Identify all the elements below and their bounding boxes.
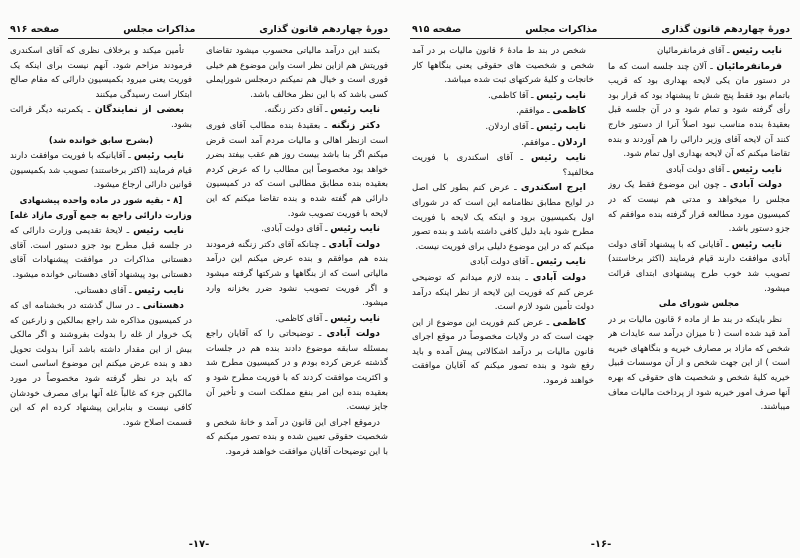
paragraph: فرمانفرمائیان ـ آلان چند جلسه است که ما در دستور مان یکی لایحه بهداری بود که قریب باتمام بود فقط پنج شش تا پیشنهاد بود که قرار بود رأی گرفته شود و تمام شود و در آن جلسه قبل بعقیدهٔ بنده مناسب نبود اصلاً آنرا از دستور خارج کنند آن لایحه آقای وزیر دارائی را هم آوردند و بنده تقاضا میکنم که آن لایحه بهداری اول تمام شود.	[608, 60, 790, 160]
paragraph-text: در سال گذشته در بخشنامه ای که در کمیسیون مذاکره شد راجع بمالکین و زارعین که یک خروار از غله را بدولت بفروشند و اگر مالکی بیش از این مقدار داشته باشد آنرا بدولت تحویل دهد و بنده عرض میکنم این موضوع اساسی است که باید در نظر گرفته شود مخصوصاً در مورد مالکین جزء که غالباً غله آنها برای مصرف خودشان کافی نیست و بنابراین پیشنهاد کرده ام که این قسمت اصلاح شود.	[10, 301, 192, 428]
paragraph-text: عرض کنم بطور کلی اصل در لوایح مطابق نظامنامه این است که در شورای اول بکمیسیون برود و اینکه یک لایحه با فوریت مطرح شود باید دلیل کافی داشته باشد و بنده تصور میکنم که در این موضوع دلیلی برای فوریت نیست.	[412, 183, 594, 252]
paragraph: نایب رئیس ـ آقای فرمانفرمائیان	[657, 45, 782, 56]
header-page-number: صفحه ۹۱۶	[10, 23, 60, 35]
paragraph-text: بعقیدهٔ بنده مطالب آقای فوری است ازنظر اهالی و مالیات مردم آمد است قرض میکنم اگر بنا باشد بیست روز هم عقب بیفتد بضرر خواهد بود مخصوصاً این مطالب را که عرض کردم بعقیده بنده مطابق مطالبی است که در کمیسیون دارائی هم گفته شده و بنده تقاضا میکنم که این لایحه با فوریت تصویب شود.	[206, 120, 388, 219]
paragraph-text: توضیحاتی را که آقایان راجع بمسئله سابقه موضوع دادند بنده هم در جلسات گذشته عرض کرده بودم و در کمیسیون مطرح شد و اکثریت موافقت کردند که با فوریت مطرح شود و بعقیده بنده این امر بنفع مملکت است و تأخیر آن جایز نیست.	[206, 329, 388, 413]
paragraph	[412, 44, 594, 88]
paragraph-text: لایحهٔ تقدیمی وزارت دارائی که در جلسه قبل مطرح بود جزو دستور است. آقای دهستانی مذاکرات در موافقت پیشنهادات آقای دهستانی بود پیشنهاد آقای دهستانی خوانده میشود.	[10, 226, 192, 280]
paragraph-text: آقایانیکه با فوریت موافقت دارند قیام فرمایند (اکثر برخاستند) تصویب شد بکمیسیون قوانین دارائی ارجاع میشود.	[10, 151, 192, 191]
speaker-name: نایب رئیس	[731, 238, 783, 250]
speaker-name: دولت آبادی	[326, 328, 380, 340]
running-header	[412, 22, 790, 36]
paragraph: نایب رئیس ـ آقای دهستانی.	[74, 284, 184, 296]
speaker-name: کاظمی	[552, 316, 587, 328]
paragraph: نایب رئیس ـ آقای اسکندری با فوریت مخالفید؟	[412, 152, 594, 178]
speaker-name: کاظمی	[552, 105, 586, 117]
paragraph: دولت آبادی ـ توضیحاتی را که آقایان راجع بمسئله سابقه موضوع دادند بنده هم در جلسات گذشته عرض کرده بودم و در کمیسیون مطرح شد و اکثریت موافقت کردند که با فوریت مطرح شود و بعقیده بنده این امر بنفع مملکت است و تأخیر آن جایز نیست.	[206, 328, 388, 413]
speaker-name: اردلان	[557, 136, 586, 148]
speaker-name: نایب رئیس	[531, 152, 587, 164]
page-right	[406, 0, 796, 558]
paragraph: دولت آبادی ـ بنده لازم میدانم که توضیحی عرض کنم که فوریت این لایحه از نظر اینکه درآمد دولت تأمین شود لازم است.	[412, 271, 594, 313]
paragraph-text: آقای دولت آبادی	[469, 257, 529, 268]
speaker-name: دولت آبادی	[729, 179, 782, 191]
paragraph-text: بنده لازم میدانم که توضیحی عرض کنم که فوریت این لایحه از نظر اینکه درآمد دولت تأمین شود لازم است.	[412, 272, 594, 313]
speaker-name: نایب رئیس	[133, 225, 185, 237]
column-left	[412, 44, 594, 526]
speaker-name: نایب رئیس	[330, 312, 380, 324]
paragraph-text: آقای اسکندری با فوریت مخالفید؟	[412, 153, 594, 178]
speaker-name: دولت آبادی	[532, 271, 586, 283]
paragraph: کاظمی ـ موافقم.	[516, 105, 586, 117]
column-right	[206, 44, 388, 526]
paragraph: اردلان ـ موافقم.	[521, 136, 586, 148]
running-header	[10, 22, 388, 36]
header-rule	[8, 38, 390, 39]
speaker-name: بعضی از نمایندگان	[94, 104, 184, 116]
paragraph: نایب رئیس ـ آقای دولت آبادی	[665, 163, 782, 175]
paragraph-text: درموقع اجرای این قانون در آمد و خانهٔ شخص و شخصیت حقوقی تعیین شده و بنده تصور میکنم که با این توضیحات آقایان موافقت خواهند فرمود.	[206, 417, 388, 458]
paragraph	[206, 416, 388, 460]
paragraph-text: یکمرتبه دیگر قرائت بشود.	[10, 105, 192, 130]
paragraph-text: نظر باینکه در بند ط از ماده ۶ قانون مالیات بر در آمد قید شده است ( تا میزان درآمد سه عایدات هر شخص که مازاد بر مصارف خیریه و بنگاههای خیریه است ) از این جهت شخص و از آن موسسات قبیل خیریه کلیهٔ شخص و شخصیت های حقوقی که بهره آنها صرف امور خیریه شود از پرداخت مالیات معاف میباشند.	[608, 314, 790, 413]
paragraph: دهستانی ـ در سال گذشته در بخشنامه ای که در کمیسیون مذاکره شد راجع بمالکین و زارعین که یک خروار از غله را بدولت بفروشند و اگر مالکی بیش از این مقدار داشته باشد آنرا بدولت تحویل دهد و بنده عرض میکنم این موضوع اساسی است که باید در نظر گرفته شود مخصوصاً در مورد مالکین جزء که غالباً غله آنها برای مصرف خودشان کافی نیست و بنابراین پیشنهاد کرده ام که این قسمت اصلاح شود.	[10, 300, 192, 428]
paragraph-text: آقایانی که با پیشنهاد آقای دولت آبادی موافقت دارند قیام فرمایند (اکثر برخاستند) تصویب شد خوب طرح پیشنهادی ابتدای قرائت میشود.	[608, 239, 790, 294]
paragraph-text: موافقم.	[516, 106, 545, 117]
speaker-name: نایب رئیس	[330, 104, 380, 116]
paragraph: نایب رئیس ـ آقا کاظمی.	[488, 89, 586, 101]
paragraph: دکتر زنگنه ـ بعقیدهٔ بنده مطالب آقای فوری است ازنظر اهالی و مالیات مردم آمد است قرض میکنم اگر بنا باشد بیست روز هم عقب بیفتد بضرر خواهد بود مخصوصاً این مطالب را که عرض کردم بعقیده بنده مطابق مطالبی است که در کمیسیون دارائی هم گفته شده و بنده تقاضا میکنم که این لایحه با فوریت تصویب شود.	[206, 119, 388, 219]
paragraph-text: چنانکه آقای دکتر زنگنه فرمودند بنده هم موافقم و بنده عرض میکنم این درآمد مالیاتی است که از بنگاهها و شرکتها گرفته میشود و اگر فوریت تصویب نشود ضرر بخزانه وارد میشود.	[206, 239, 388, 309]
paragraph	[10, 44, 192, 102]
paragraph-text: آقای کاظمی.	[275, 313, 323, 324]
paragraph	[206, 44, 388, 102]
page-left	[4, 0, 394, 558]
column-right	[608, 44, 790, 526]
page-folio: -۱۷-	[188, 539, 210, 550]
speaker-name: دولت آبادی	[328, 238, 381, 250]
paragraph: دولت آبادی ـ چون این موضوع فقط یک روز مجلس را میخواهد و مدتی هم نیست که در کمیسیون مورد مطالعه قرار گرفته بنده موافقم که جزو دستور باشد.	[608, 179, 790, 235]
header-rule	[410, 38, 792, 39]
paragraph-text: آقای اردلان.	[485, 121, 529, 132]
paragraph-text: آقای فرمانفرمائیان	[657, 46, 725, 56]
section-heading: [۸ - بقیه شور در ماده واحده پیشنهادی وزارت دارائی راجع به جمع آوری مازاد غله]	[10, 195, 192, 221]
section-heading: (بشرح سابق خوانده شد)	[48, 135, 154, 146]
paragraph: نایب رئیس ـ لایحهٔ تقدیمی وزارت دارائی که در جلسه قبل مطرح بود جزو دستور است. آقای دهستانی مذاکرات در موافقت پیشنهادات آقای دهستانی بود پیشنهاد آقای دهستانی خوانده میشود.	[10, 225, 192, 280]
paragraph: دولت آبادی ـ چنانکه آقای دکتر زنگنه فرمودند بنده هم موافقم و بنده عرض میکنم این درآمد مالیاتی است که از بنگاهها و شرکتها گرفته میشود و اگر فوریت تصویب نشود ضرر بخزانه وارد میشود.	[206, 238, 388, 309]
speaker-name: نایب رئیس	[732, 45, 782, 56]
speaker-name: ایرج اسکندری	[520, 182, 586, 194]
header-session: دورهٔ چهاردهم قانون گذاری	[259, 23, 388, 35]
section-heading: مجلس شورای ملی	[658, 299, 740, 310]
paragraph: نایب رئیس ـ آقایانی که با پیشنهاد آقای دولت آبادی موافقت دارند قیام فرمایند (اکثر برخاستند) تصویب شد خوب طرح پیشنهادی ابتدای قرائت میشود.	[608, 238, 790, 294]
paragraph-text: چون این موضوع فقط یک روز مجلس را میخواهد و مدتی هم نیست که در کمیسیون مورد مطالعه قرار گرفته بنده موافقم که جزو دستور باشد.	[608, 180, 790, 235]
paragraph-text: آقای دولت آبادی	[665, 164, 725, 175]
speaker-name: نایب رئیس	[536, 256, 586, 268]
paragraph: کاظمی ـ عرض کنم فوریت این موضوع از این جهت است که در ولایات مخصوصاً در موقع اجرای قانون مالیات بر درآمد اشکالاتی پیش آمده و باید رفع شود و بنده تصور میکنم که آقایان موافقت خواهند فرمود.	[412, 316, 594, 387]
speaker-name: نایب رئیس	[134, 284, 184, 296]
speaker-name: دهستانی	[142, 300, 184, 312]
paragraph-text: شخص در بند ط مادهٔ ۶ قانون مالیات بر در آمد شخص و شخصیت های حقوقی یعنی بنگاهها کار خانجات و کلیهٔ شرکتهای ثبت شده میباشد.	[412, 46, 594, 86]
speaker-name: دکتر زنگنه	[331, 119, 381, 131]
paragraph-text: موافقم.	[521, 137, 550, 148]
paragraph-text: آلان چند جلسه است که ما در دستور مان یکی لایحه بهداری بود که قریب باتمام بود فقط پنج شش تا پیشنهاد بود که قرار بود رأی گرفته شود و تمام شود و در آن جلسه قبل بعقیدهٔ بنده مناسب نبود اصلاً آنرا از دستور خارج کنند آن لایحه آقای وزیر دارائی را هم آوردند و بنده تقاضا میکنم که آن لایحه بهداری اول تمام شود.	[608, 61, 790, 160]
speaker-name: نایب رئیس	[732, 163, 782, 175]
speaker-name: فرمانفرمائیان	[716, 60, 783, 72]
paragraph: نایب رئیس ـ آقای کاظمی.	[275, 312, 380, 324]
paragraph: نایب رئیس ـ آقایانیکه با فوریت موافقت دارند قیام فرمایند (اکثر برخاستند) تصویب شد بکمیسیون قوانین دارائی ارجاع میشود.	[10, 150, 192, 191]
header-title: مذاکرات مجلس	[525, 23, 598, 35]
header-title: مذاکرات مجلس	[123, 23, 196, 35]
paragraph-text: عرض کنم فوریت این موضوع از این جهت است که در ولایات مخصوصاً در موقع اجرای قانون مالیات بر درآمد اشکالاتی پیش آمده و باید رفع شود و بنده تصور میکنم که آقایان موافقت خواهند فرمود.	[412, 317, 594, 387]
page-folio: -۱۶-	[590, 539, 612, 550]
paragraph: نایب رئیس ـ آقای دولت آبادی	[469, 256, 586, 268]
paragraph: ایرج اسکندری ـ عرض کنم بطور کلی اصل در لوایح مطابق نظامنامه این است که در شورای اول بکمیسیون برود و اینکه یک لایحه با فوریت مطرح شود باید دلیل کافی داشته باشد و بنده تصور میکنم که در این موضوع دلیلی برای فوریت نیست.	[412, 182, 594, 252]
paragraph: نایب رئیس ـ آقای دولت آبادی.	[261, 223, 380, 235]
paragraph-text: آقای دهستانی.	[74, 285, 127, 296]
paragraph-text: آقای دکتر زنگنه.	[264, 105, 323, 116]
column-left	[10, 44, 192, 526]
header-session: دورهٔ چهاردهم قانون گذاری	[661, 23, 790, 35]
paragraph-text: آقای دولت آبادی.	[261, 224, 323, 235]
speaker-name: نایب رئیس	[536, 89, 586, 101]
speaker-name: نایب رئیس	[330, 223, 380, 235]
paragraph-text: بکنند این درآمد مالیاتی محسوب میشود تقاضای فوریتش هم ازاین نظر است واین موضوع هم خیلی فوری است و خیال هم نمیکنم درمجلس شورایملی کسی باشد که با این نظر مخالف باشد.	[206, 46, 388, 100]
paragraph: نایب رئیس ـ آقای اردلان.	[485, 120, 586, 132]
speaker-name: نایب رئیس	[133, 150, 184, 162]
header-page-number: صفحه ۹۱۵	[412, 23, 462, 35]
paragraph	[608, 313, 790, 415]
paragraph-text: تأمین میکند و برخلاف نظری که آقای اسکندری فرمودند مزاحم شود. آنهم نیست برای اینکه یک فوریت یعنی میرود بکمیسیون دارائی که مقام صالح ابتکار است رسیدگی میکنند	[10, 46, 192, 100]
paragraph: نایب رئیس ـ آقای دکتر زنگنه.	[264, 104, 380, 116]
paragraph: بعضی از نمایندگان ـ یکمرتبه دیگر قرائت بشود.	[10, 104, 192, 130]
speaker-name: نایب رئیس	[536, 120, 586, 132]
paragraph-text: آقا کاظمی.	[488, 90, 529, 101]
